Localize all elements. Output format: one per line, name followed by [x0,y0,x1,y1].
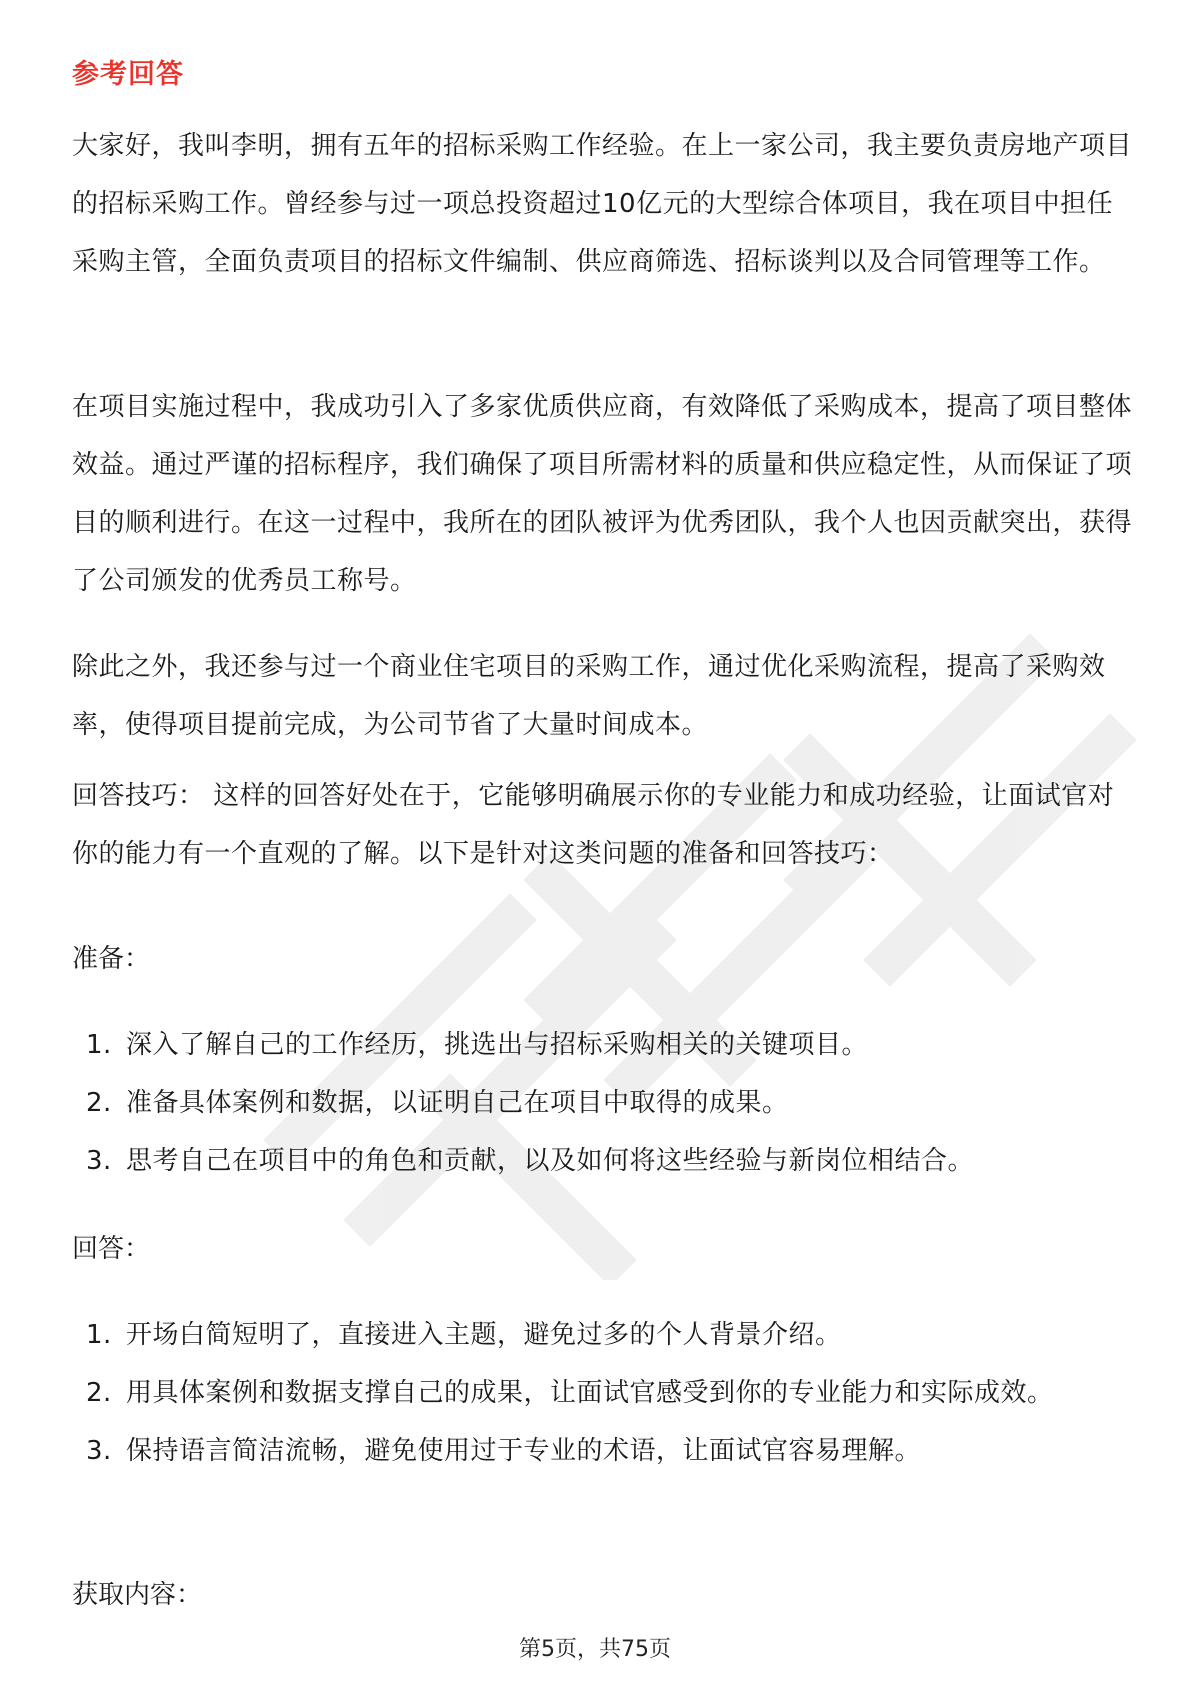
list-number: 2. [86,1378,112,1408]
list-item [72,1422,1132,1480]
paragraph-tips: 回答技巧： 这样的回答好处在于，它能够明确展示你的专业能力和成功经验，让面试官对你的能力有一个直观的了解。以下是针对这类问题的准备和回答技巧： [72,781,1115,869]
list-number: 1. [86,1030,112,1060]
list-item [72,1074,1132,1132]
list-item-text: 准备具体案例和数据，以证明自己在项目中取得的成果。 [126,1088,789,1118]
list-item-text: 深入了解自己的工作经历，挑选出与招标采购相关的关键项目。 [126,1030,869,1060]
list-number: 2. [86,1088,112,1118]
list-item-text: 开场白简短明了，直接进入主题，避免过多的个人背景介绍。 [126,1320,842,1350]
prep-label: 准备： [72,944,151,974]
get-content-label: 获取内容： [72,1580,203,1610]
list-item [72,1132,1132,1190]
list-item-text: 用具体案例和数据支撑自己的成果，让面试官感受到你的专业能力和实际成效。 [126,1378,1054,1408]
paragraph-implementation: 在项目实施过程中，我成功引入了多家优质供应商，有效降低了采购成本，提高了项目整体效益。通过严谨的招标程序，我们确保了项目所需材料的质量和供应稳定性，从而保证了项目的顺利进行。在这一过程中，我所在的团队被评为优秀团队，我个人也因贡献突出，获得了公司颁发的优秀员工称号。 [72,392,1133,596]
page-heading: 参考回答 [72,59,184,90]
list-number: 3. [86,1146,112,1176]
page-number-footer: 第5页，共75页 [519,1637,671,1662]
paragraph-intro: 大家好，我叫李明，拥有五年的招标采购工作经验。在上一家公司，我主要负责房地产项目的招标采购工作。曾经参与过一项总投资超过10亿元的大型综合体项目，我在项目中担任采购主管，全面负责项目的招标文件编制、供应商筛选、招标谈判以及合同管理等工作。 [72,131,1133,277]
list-item [72,1306,1132,1364]
answer-label: 回答： [72,1234,151,1264]
paragraph-additional: 除此之外，我还参与过一个商业住宅项目的采购工作，通过优化采购流程，提高了采购效率，使得项目提前完成，为公司节省了大量时间成本。 [72,652,1106,740]
list-item-text: 保持语言简洁流畅，避免使用过于专业的术语，让面试官容易理解。 [126,1436,922,1466]
list-item [72,1016,1132,1074]
list-number: 3. [86,1436,112,1466]
list-item [72,1364,1132,1422]
prep-list [72,1016,1132,1190]
list-number: 1. [86,1320,112,1350]
list-item-text: 思考自己在项目中的角色和贡献，以及如何将这些经验与新岗位相结合。 [126,1146,975,1176]
answer-list [72,1306,1132,1480]
